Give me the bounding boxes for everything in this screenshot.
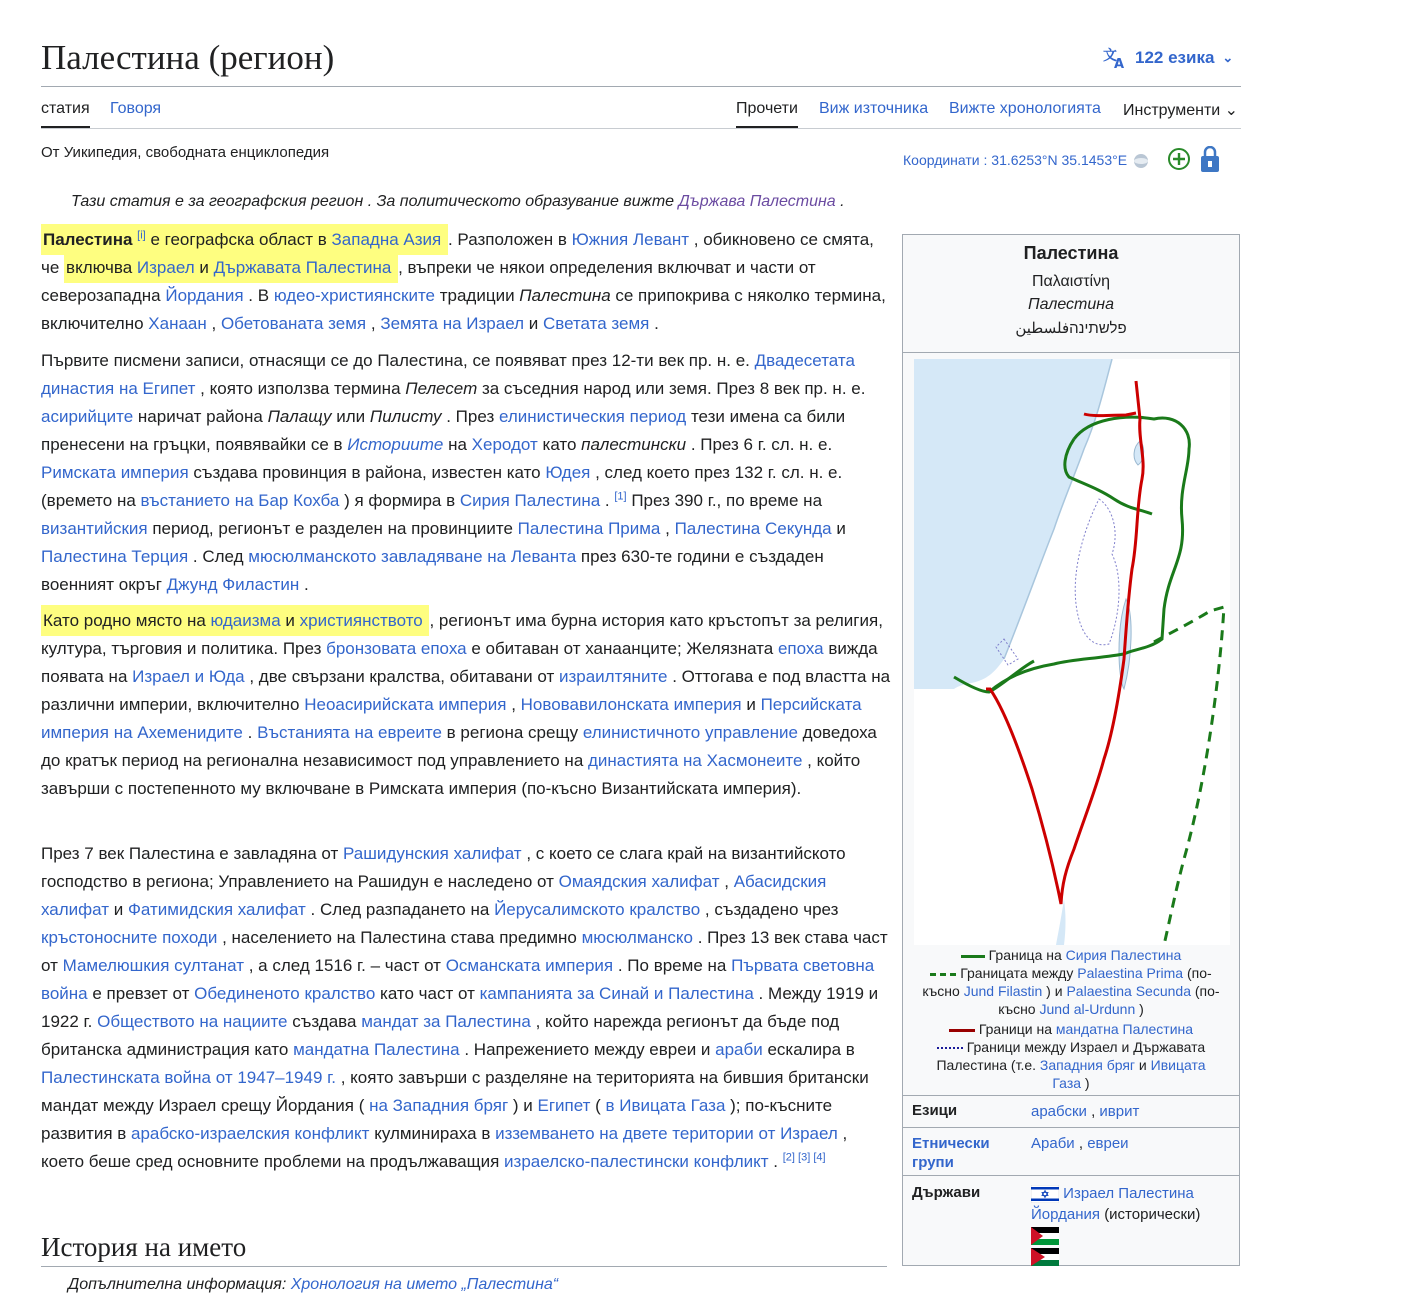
legend-text: Граница на <box>988 947 1066 963</box>
row-value <box>1031 1183 1231 1267</box>
legend-link[interactable]: Ивицата Газа <box>1052 1057 1206 1091</box>
tab-view-source[interactable]: Виж източника <box>819 100 929 117</box>
footnote-i: [i] <box>137 229 146 242</box>
legend-link[interactable]: Jund al-Urdunn <box>1039 1001 1136 1017</box>
chevron-down-icon: ⌄ <box>1222 50 1234 65</box>
state-note: (исторически) <box>1104 1206 1201 1223</box>
row-label: Държави <box>912 1184 981 1201</box>
paragraph-2: Първите писмени записи, отнасящи се до Палестина, се появяват през 12-ти век пр. н. е. Двадесетата династия на Египет , която използва термина Пелесет за съседния народ или земя. През 8 век пр. н. е. асирийците наричат района Палащу или Пилисту . През елинистическия период тези имена са били пренесени на гръцки, появявайки се в Историите на Херодот като палестински . През 6 г. сл. н. е. Римската империя създава провинция в района, известен като Юдея , след което през 132 г. сл. н. е. (времето на въстанието на Бар Кохба ) я формира в Сирия Палестина . [1] През 390 г., по време на византийския период, регионът е разделен на провинциите Палестина Прима , Палестина Секунда и Палестина Терция . След мюсюлманското завладяване на Леванта през 630-те години е създаден военният окръг Джунд Филастин . <box>41 351 866 594</box>
legend-link[interactable]: Jund Filastin <box>963 983 1043 999</box>
state-link-israel[interactable]: Израел <box>1063 1185 1115 1202</box>
page-title: Палестина (регион) <box>41 38 335 77</box>
tab-talk[interactable]: Говоря <box>110 100 162 117</box>
infobox-row-states <box>903 1175 1239 1268</box>
row-label-link[interactable]: Етнически групи <box>912 1135 990 1171</box>
further-info-text: Допълнителна информация: <box>68 1276 291 1293</box>
legend-line-1 <box>903 946 1239 964</box>
hatnote <box>71 193 845 211</box>
paragraph-3: Като родно място на юдаизма и християнството , регионът има бурна история като кръстопът за религия, култура, търговия и политика. През бронзовата епоха е обитаван от ханаанците; Желязната епоха вижда появата на Израел и Юда , две свързани кралства, обитавани от израилтяните . Оттогава е под властта на различни империи, включително Неоасирийската империя , Нововавилонската империя и Персийската империя на Ахеменидите . Въстанията на евреите в региона срещу елинистичното управление доведоха до кратък период на регионална независимост под управлението на династията на Хасмонеите , който завърши с постепенното му включване в Римската империя (по-късно Византийската империя). <box>41 607 891 803</box>
title-rule <box>41 86 1241 87</box>
tools-label: Инструменти <box>1123 102 1221 119</box>
legend-text: ) <box>1081 1075 1090 1091</box>
legend-swatch-solid-green <box>961 955 985 958</box>
coordinates-link[interactable]: Координати : 31.6253°N 35.1453°E <box>903 152 1128 168</box>
state-link-jordan[interactable]: Йордания <box>1031 1206 1101 1223</box>
chevron-down-icon: ⌄ <box>1224 102 1239 119</box>
infobox-row-ethnic-groups <box>903 1127 1239 1176</box>
add-circle-icon[interactable] <box>1157 147 1193 173</box>
legend-text: Граници между Израел и Държавата Палестина (т.е. <box>936 1039 1206 1073</box>
legend-line-4 <box>903 1038 1239 1092</box>
infobox <box>902 234 1240 1266</box>
coordinates[interactable] <box>903 146 1223 174</box>
legend-line-2 <box>903 964 1239 1018</box>
legend-link[interactable]: Palaestina Secunda <box>1066 983 1191 999</box>
tab-article[interactable]: статия <box>41 100 90 128</box>
lock-icon[interactable] <box>1197 146 1223 174</box>
legend-line-3 <box>903 1020 1239 1038</box>
legend-link[interactable]: Западния бряг <box>1039 1057 1136 1073</box>
legend-text: Граници на <box>978 1021 1056 1037</box>
legend-text: ) <box>1135 1001 1144 1017</box>
israel-flag-icon <box>1031 1185 1059 1203</box>
legend-link[interactable]: Сирия Палестина <box>1065 947 1182 963</box>
row-value: Араби , евреи <box>1031 1135 1129 1152</box>
hatnote-text: Тази статия е за географския регион . За политическото образувание вижте <box>71 193 679 210</box>
legend-swatch-red <box>949 1029 975 1032</box>
languages-count: 122 езика <box>1135 48 1215 67</box>
svg-text:文: 文 <box>1103 48 1117 64</box>
further-info-link[interactable]: Хронология на името „Палестина“ <box>290 1276 559 1293</box>
hatnote-end: . <box>835 193 845 210</box>
further-info-hatnote <box>68 1276 558 1294</box>
section-rule <box>41 1266 887 1267</box>
legend-link[interactable]: Palaestina Prima <box>1077 965 1184 981</box>
legend-text: Границата между <box>960 965 1078 981</box>
legend-link[interactable]: мандатна Палестина <box>1055 1021 1194 1037</box>
row-label: Езици <box>912 1102 958 1119</box>
infobox-title: Палестина <box>1023 243 1119 263</box>
palestine-flag-icon <box>1031 1227 1059 1245</box>
language-link[interactable]: арабски <box>1031 1103 1087 1120</box>
legend-text: и <box>1135 1057 1151 1073</box>
row-value: арабски , иврит <box>1031 1103 1140 1120</box>
legend-text: (по-късно <box>922 965 1212 999</box>
section-heading-history: История на името <box>41 1232 247 1262</box>
tab-history[interactable]: Вижте хронологията <box>949 100 1101 117</box>
tabs-rule <box>41 128 1241 129</box>
state-link-palestine[interactable]: Палестина <box>1118 1185 1194 1202</box>
svg-text:A: A <box>1114 57 1125 69</box>
tab-read[interactable]: Прочети <box>736 100 798 128</box>
globe-icon[interactable] <box>1131 150 1153 170</box>
infobox-name-latin: Палестина <box>1028 296 1114 313</box>
legend-swatch-dotted-blue <box>937 1047 963 1049</box>
region-map[interactable] <box>914 359 1230 945</box>
tab-tools[interactable] <box>1123 100 1238 128</box>
legend-text: ) и <box>1042 983 1067 999</box>
site-tagline: От Уикипедия, свободната енциклопедия <box>41 144 330 161</box>
hatnote-link[interactable]: Държава Палестина <box>678 193 836 210</box>
jordan-flag-icon <box>1031 1248 1059 1266</box>
infobox-name-native: فلسطين‎פלשתינה <box>1015 320 1127 337</box>
paragraph-4: През 7 век Палестина е завладяна от Рашидунския халифат , с което се слага край на византийското господство в региона; Управлението на Рашидун е наследено от Омаядския халифат , Абасидския халифат и Фатимидския халифат . След разпадането на Йерусалимското кралство , създадено чрез кръстоносните походи , населението на Палестина става предимно мюсюлманско . През 13 век става част от Мамелюшкия султанат , а след 1516 г. – част от Османската империя . По време на Първата световна война е превзет от Обединеното кралство като част от кампанията за Синай и Палестина . Между 1919 и 1922 г. Обществото на нациите създава мандат за Палестина , който нарежда регионът да бъде под британска администрация като мандатна Палестина . Напрежението между евреи и араби ескалира в Палестинската война от 1947–1949 г. , която завърши с разделяне на територията на бившия британски мандат между Израел срещу Йордания ( на Западния бряг ) и Египет ( в Ивицата Газа ); по-късните развития в арабско-израелския конфликт кулминираха в изземването на двете територии от Израел , което беше сред основните проблеми на продължаващия израелско-палестински конфликт . [2] [3] [4] <box>41 844 888 1171</box>
languages-button[interactable] <box>1103 47 1233 69</box>
infobox-name-greek: Παλαιστίνη <box>1031 273 1110 290</box>
translate-icon <box>1103 47 1127 69</box>
infobox-divider <box>903 352 1239 353</box>
ethnic-link[interactable]: евреи <box>1087 1135 1129 1152</box>
language-link[interactable]: иврит <box>1099 1103 1140 1120</box>
legend-swatch-dashed-green <box>930 973 956 976</box>
infobox-row-languages <box>903 1095 1239 1128</box>
ethnic-link[interactable]: Араби <box>1031 1135 1075 1152</box>
link-west-asia: Западна Азия <box>331 230 442 249</box>
paragraph-1: Палестина [i] е географска област в Западна Азия . Разположен в Южния Левант , обикновено се смята, че включва Израел и Държавата Палестина , въпреки че някои определения включват и части от северозападна Йордания . В юдео-християнските традиции Палестина се припокрива с няколко термина, включително Ханаан , Обетованата земя , Земята на Израел и Светата земя . <box>41 226 891 338</box>
legend-text: (по-късно <box>998 983 1220 1017</box>
